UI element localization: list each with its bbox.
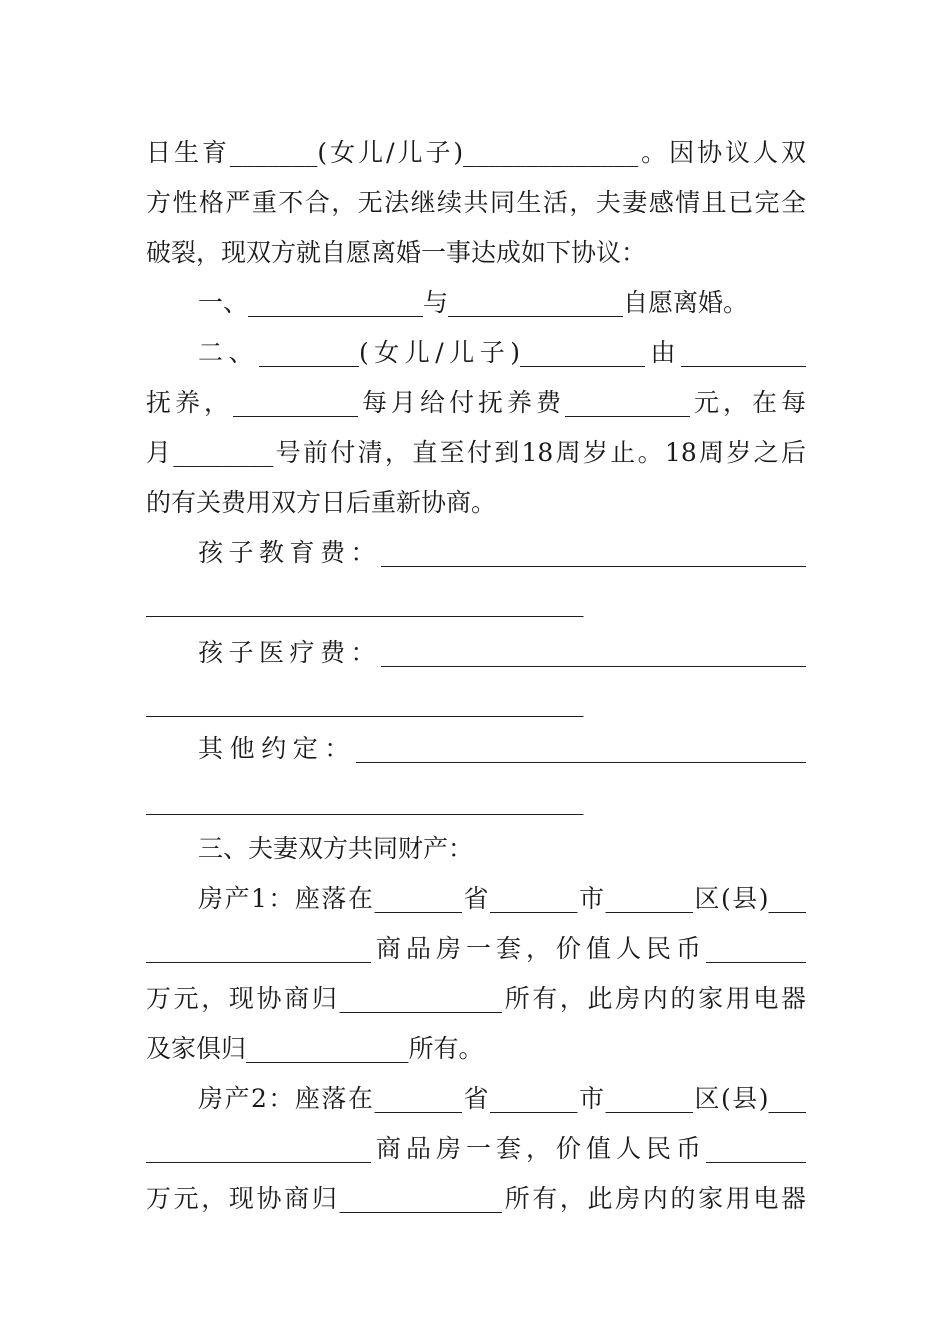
paragraph-line: 方性格严重不合，无法继续共同生活，夫妻感情且已完全: [146, 188, 806, 217]
paragraph-line: 的有关费用双方日后重新协商。: [146, 488, 497, 517]
education-fee-line: 孩子教育费：__________________________________: [198, 538, 806, 567]
medical-fee-line: 孩子医疗费：__________________________________: [198, 638, 806, 667]
paragraph-line: 万元，现协商归_____________所有，此房内的家用电器: [146, 1184, 806, 1213]
paragraph-line: __________________商品房一套，价值人民币________: [146, 934, 806, 963]
property-two-line: 房产2：座落在_______省_______市_______区(县)___: [198, 1084, 806, 1113]
clause-one: 一、______________与______________自愿离婚。: [198, 288, 749, 317]
other-agreement-line: 其他约定：____________________________________: [198, 734, 806, 763]
clause-two: 二、________(女儿/儿子)__________由__________: [198, 338, 806, 367]
property-one-line: 房产1：座落在_______省_______市_______区(县)___: [198, 884, 806, 913]
paragraph-line: 万元，现协商归_____________所有，此房内的家用电器: [146, 984, 806, 1013]
paragraph-line: 月________号前付清，直至付到18周岁止。18周岁之后: [146, 438, 806, 467]
paragraph-line: 及家俱归_____________所有。: [146, 1034, 484, 1063]
blank-line: ___________________________________: [146, 786, 584, 815]
blank-line: ___________________________________: [146, 688, 584, 717]
paragraph-line: 破裂，现双方就自愿离婚一事达成如下协议：: [146, 238, 647, 267]
clause-three-heading: 三、夫妻双方共同财产：: [198, 834, 474, 863]
paragraph-line: 日生育_______(女儿/儿子)______________。因协议人双: [146, 138, 806, 167]
paragraph-line: 抚养，__________每月给付抚养费__________元，在每: [146, 388, 806, 417]
blank-line: ___________________________________: [146, 588, 584, 617]
paragraph-line: __________________商品房一套，价值人民币________: [146, 1134, 806, 1163]
